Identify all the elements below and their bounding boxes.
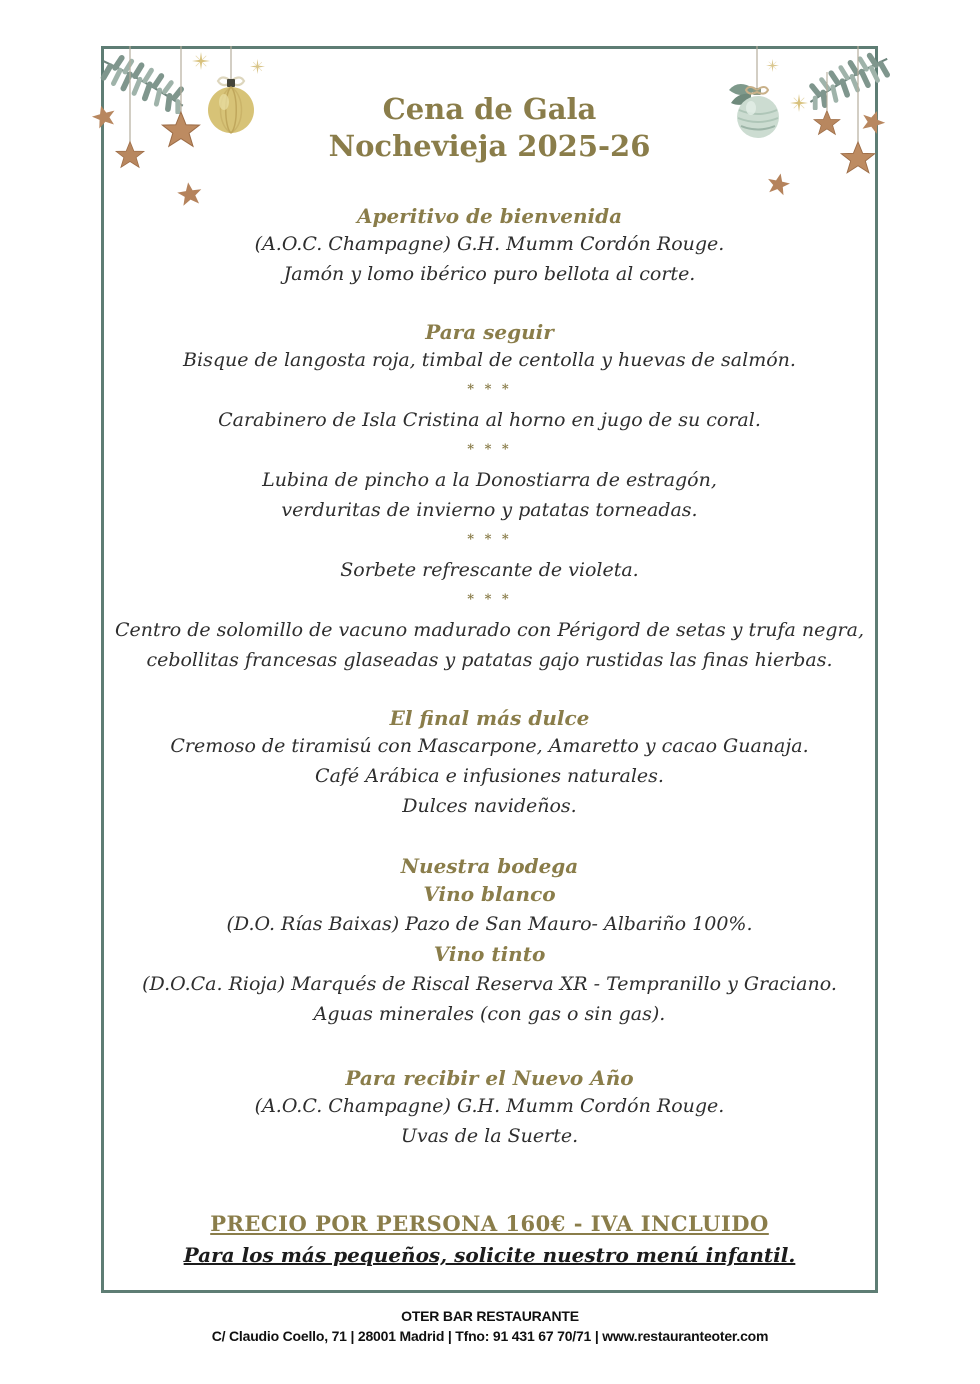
section-para-recibir-el-nuevo-ano xyxy=(101,1065,878,1151)
section-para-seguir xyxy=(101,319,878,675)
menu-line: Bisque de langosta roja, timbal de centolla y huevas de salmón. xyxy=(183,349,796,371)
restaurant-address: C/ Claudio Coello, 71 | 28001 Madrid | Tfno: 91 431 67 70/71 | www.restauranteoter.com xyxy=(211,1328,769,1344)
menu-line: cebollitas francesas glaseadas y patatas gajo rustidas las finas hierbas. xyxy=(146,649,833,671)
section-heading-para-seguir: Para seguir xyxy=(425,320,554,344)
menu-line: Café Arábica e infusiones naturales. xyxy=(315,765,664,787)
menu-line: Jamón y lomo ibérico puro bellota al corte. xyxy=(283,263,696,285)
kids-menu-note: Para los más pequeños, solicite nuestro menú infantil. xyxy=(183,1243,796,1267)
subheading-vino-tinto: Vino tinto xyxy=(433,942,546,966)
menu-line: Cremoso de tiramisú con Mascarpone, Amaretto y cacao Guanaja. xyxy=(170,735,809,757)
menu-line: Carabinero de Isla Cristina al horno en jugo de su coral. xyxy=(218,409,761,431)
course-separator: * * * xyxy=(467,442,512,457)
menu-line: Aguas minerales (con gas o sin gas). xyxy=(313,1003,666,1025)
menu-content xyxy=(101,46,878,1272)
subheading-vino-blanco: Vino blanco xyxy=(423,882,556,906)
menu-line: verduritas de invierno y patatas torneadas. xyxy=(281,499,698,521)
menu-line: Uvas de la Suerte. xyxy=(400,1125,579,1147)
menu-line: Dulces navideños. xyxy=(402,795,577,817)
menu-line: (D.O.Ca. Rioja) Marqués de Riscal Reserva XR - Tempranillo y Graciano. xyxy=(142,973,837,995)
section-heading-bodega: Nuestra bodega xyxy=(400,854,579,878)
pricing-block xyxy=(101,1209,878,1272)
course-separator: * * * xyxy=(467,532,512,547)
menu-line: (A.O.C. Champagne) G.H. Mumm Cordón Rouge. xyxy=(254,233,725,255)
section-heading-nuevo-ano: Para recibir el Nuevo Año xyxy=(345,1066,634,1090)
section-nuestra-bodega xyxy=(101,853,878,1029)
price-per-person: PRECIO POR PERSONA 160€ - IVA INCLUIDO xyxy=(210,1211,769,1236)
course-separator: * * * xyxy=(467,382,512,397)
course-separator: * * * xyxy=(467,592,512,607)
section-aperitivo xyxy=(101,203,878,289)
menu-title-line1: Cena de Gala xyxy=(382,92,597,126)
menu-title xyxy=(101,91,878,165)
menu-line: (D.O. Rías Baixas) Pazo de San Mauro- Albariño 100%. xyxy=(226,913,753,935)
menu-line: (A.O.C. Champagne) G.H. Mumm Cordón Rouge. xyxy=(254,1095,725,1117)
menu-line: Sorbete refrescante de violeta. xyxy=(340,559,639,581)
section-heading-aperitivo: Aperitivo de bienvenida xyxy=(356,204,623,228)
section-heading-dulce: El final más dulce xyxy=(389,706,590,730)
footer xyxy=(0,1306,980,1347)
restaurant-name: OTER BAR RESTAURANTE xyxy=(401,1308,579,1324)
section-el-final-mas-dulce xyxy=(101,705,878,821)
menu-title-line2: Nochevieja 2025-26 xyxy=(328,129,651,163)
menu-line: Lubina de pincho a la Donostiarra de estragón, xyxy=(262,469,717,491)
menu-line: Centro de solomillo de vacuno madurado con Périgord de setas y trufa negra, xyxy=(115,619,864,641)
